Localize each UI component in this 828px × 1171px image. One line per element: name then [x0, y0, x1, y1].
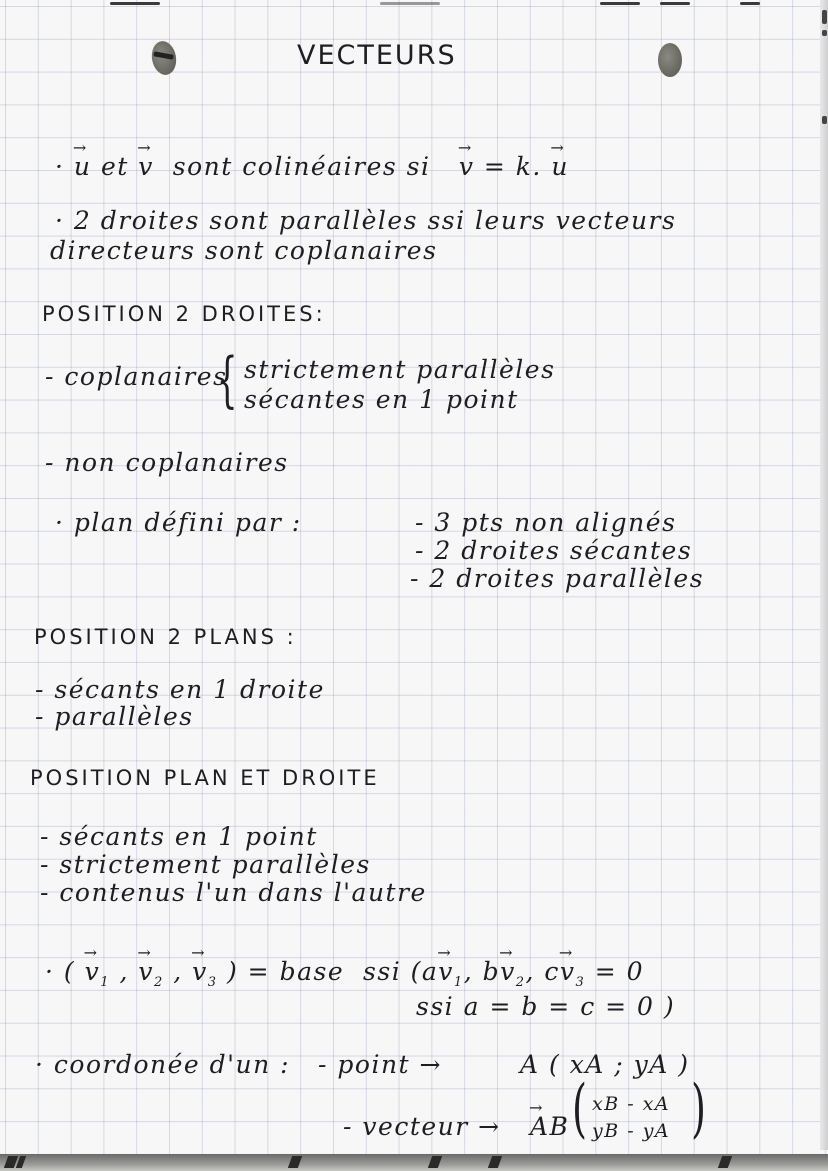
- base-definition: · ( → $v_1$ , → $v_2$ , → $v_3$ ) = base ssi ($a\to v_1$, $b\to v_2$, $c\to v_3 = 0$: [45, 957, 644, 990]
- vector-ab: [530, 1112, 569, 1141]
- section-heading-plans: POSITION 2 PLANS :: [34, 625, 297, 649]
- cond1-end: = 0: [594, 957, 645, 986]
- v3-letter: v: [192, 957, 208, 986]
- v1-letter: v: [84, 957, 101, 986]
- non-coplanaires: - non coplanaires: [45, 448, 289, 477]
- coplanaires-case-1: strictement parallèles: [244, 355, 556, 384]
- section-heading-plan-droite: POSITION PLAN ET DROITE: [30, 766, 380, 790]
- plans-item-2: - parallèles: [35, 702, 194, 731]
- vector-v2: → $v_2$: [500, 957, 525, 990]
- plan-droite-item-2: - strictement parallèles: [40, 850, 371, 879]
- colinear-definition: [55, 152, 569, 181]
- page-title: VECTEURS: [297, 40, 457, 71]
- v2-sub: 2: [154, 975, 164, 990]
- plan-droite-item-3: - contenus l'un dans l'autre: [40, 878, 427, 907]
- v1-sub: 1: [100, 975, 111, 990]
- base-condition-2: ssi a = b = c = 0 ): [416, 992, 676, 1021]
- coplanaires-case-2: sécantes en 1 point: [244, 385, 519, 414]
- vector-v: → v: [459, 152, 475, 181]
- cond1-b: , b: [463, 957, 501, 986]
- open-paren: (: [63, 957, 76, 986]
- vector-u: → u: [551, 152, 569, 181]
- paren-left: (: [571, 1072, 587, 1146]
- coplanaires-label: - coplanaires: [45, 362, 228, 391]
- vector-ab-letters: → AB: [530, 1112, 569, 1141]
- paren-right: ): [690, 1072, 706, 1146]
- vector-u: → u: [74, 152, 92, 181]
- paper-top-edge: [0, 0, 828, 6]
- plan-item-3: - 2 droites parallèles: [410, 564, 705, 593]
- vecteur-x-component: xB - xA: [592, 1093, 671, 1115]
- equals-k: = k.: [483, 152, 542, 181]
- punch-hole-right: [658, 43, 682, 77]
- coordonnees-label: · coordonée d'un :: [35, 1050, 291, 1079]
- plan-item-2: - 2 droites sécantes: [415, 536, 693, 565]
- v2-letter: v: [138, 957, 154, 986]
- cond1-prefix: ssi (a: [363, 957, 439, 986]
- coordonnees-point-value: A ( xA ; yA ): [520, 1050, 690, 1079]
- vecteur-y-component: yB - yA: [592, 1120, 671, 1142]
- bullet: ·: [45, 957, 55, 986]
- vector-v: → v: [138, 152, 154, 181]
- paper-bottom-edge: [0, 1154, 828, 1171]
- plans-item-1: - sécants en 1 droite: [35, 675, 325, 704]
- paper-right-edge: [820, 0, 828, 1150]
- vector-v1: → $v_1$: [438, 957, 463, 990]
- vector-v2: [138, 957, 163, 990]
- vector-v3: → $v_3$: [560, 957, 585, 990]
- plan-item-1: - 3 pts non alignés: [415, 508, 677, 537]
- bullet: ·: [55, 152, 65, 181]
- vector-v3: [192, 957, 217, 990]
- vector-v1: [85, 957, 110, 990]
- coordonnees-vecteur-label: - vecteur →: [343, 1112, 501, 1141]
- brace-icon: {: [216, 345, 238, 415]
- equals-base: ) = base: [226, 957, 345, 986]
- colinear-text: sont colinéaires si: [172, 152, 431, 181]
- word-et: et: [100, 152, 129, 181]
- plan-defini-label: · plan défini par :: [55, 508, 302, 537]
- section-heading-droites: POSITION 2 DROITES:: [42, 302, 326, 326]
- punch-hole-left: [149, 39, 179, 77]
- parallel-lines-rule-cont: directeurs sont coplanaires: [50, 236, 438, 265]
- plan-droite-item-1: - sécants en 1 point: [40, 822, 318, 851]
- cond1-c: , c: [525, 957, 560, 986]
- v3-sub: 3: [207, 975, 218, 990]
- parallel-lines-rule: · 2 droites sont parallèles ssi leurs vecteurs: [55, 206, 677, 235]
- coordonnees-point-label: - point →: [318, 1050, 442, 1079]
